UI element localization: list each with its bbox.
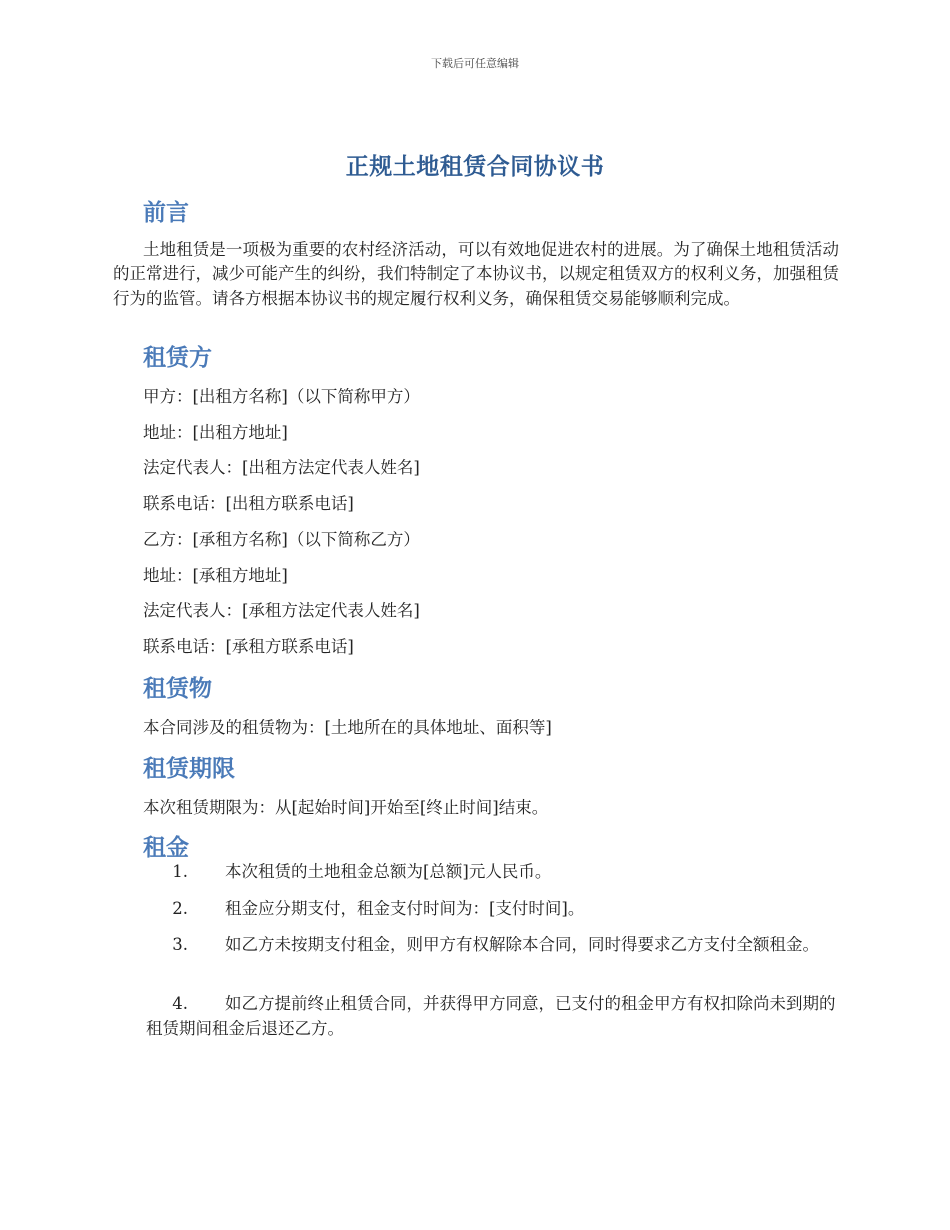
rent-item xyxy=(146,992,840,1041)
document-title: 正规土地租赁合同协议书 xyxy=(345,154,605,180)
section-heading-preface: 前言 xyxy=(143,200,189,226)
party-line: 法定代表人：[出租方法定代表人姓名] xyxy=(143,458,420,477)
section-heading-object: 租赁物 xyxy=(143,676,212,702)
section-heading-parties: 租赁方 xyxy=(143,345,212,371)
party-line: 地址：[出租方地址] xyxy=(143,423,288,442)
rent-item xyxy=(146,897,840,922)
party-line: 甲方：[出租方名称]（以下简称甲方） xyxy=(143,387,420,406)
header-note: 下载后可任意编辑 xyxy=(431,57,519,70)
preface-paragraph: 土地租赁是一项极为重要的农村经济活动，可以有效地促进农村的进展。为了确保土地租赁活动的正常进行，减少可能产生的纠纷，我们特制定了本协议书，以规定租赁双方的权利义务，加强租赁行为的监管。请各方根据本协议书的规定履行权利义务，确保租赁交易能够顺利完成。 xyxy=(113,240,839,308)
party-line: 联系电话：[出租方联系电话] xyxy=(143,494,354,513)
rent-item xyxy=(146,860,840,885)
object-text: 本合同涉及的租赁物为：[土地所在的具体地址、面积等] xyxy=(143,718,552,737)
rent-item-text: 如乙方未按期支付租金，则甲方有权解除本合同，同时得要求乙方支付全额租金。 xyxy=(225,935,819,954)
rent-item xyxy=(146,933,840,958)
term-text: 本次租赁期限为：从[起始时间]开始至[终止时间]结束。 xyxy=(143,798,549,817)
rent-item-number: 4. xyxy=(172,994,188,1013)
rent-item-number: 2. xyxy=(172,899,188,918)
rent-item-text: 如乙方提前终止租赁合同，并获得甲方同意，已支付的租金甲方有权扣除尚未到期的租赁期间租金后退还乙方。 xyxy=(146,994,836,1038)
rent-item-text: 本次租赁的土地租金总额为[总额]元人民币。 xyxy=(225,862,552,881)
rent-item-text: 租金应分期支付，租金支付时间为：[支付时间]。 xyxy=(225,899,585,918)
party-line: 乙方：[承租方名称]（以下简称乙方） xyxy=(143,530,420,549)
rent-item-number: 3. xyxy=(172,935,188,954)
rent-item-number: 1. xyxy=(172,862,188,881)
section-heading-term: 租赁期限 xyxy=(143,756,235,782)
party-line: 地址：[承租方地址] xyxy=(143,566,288,585)
section-heading-rent: 租金 xyxy=(143,835,189,861)
party-line: 联系电话：[承租方联系电话] xyxy=(143,637,354,656)
party-line: 法定代表人：[承租方法定代表人姓名] xyxy=(143,601,420,620)
